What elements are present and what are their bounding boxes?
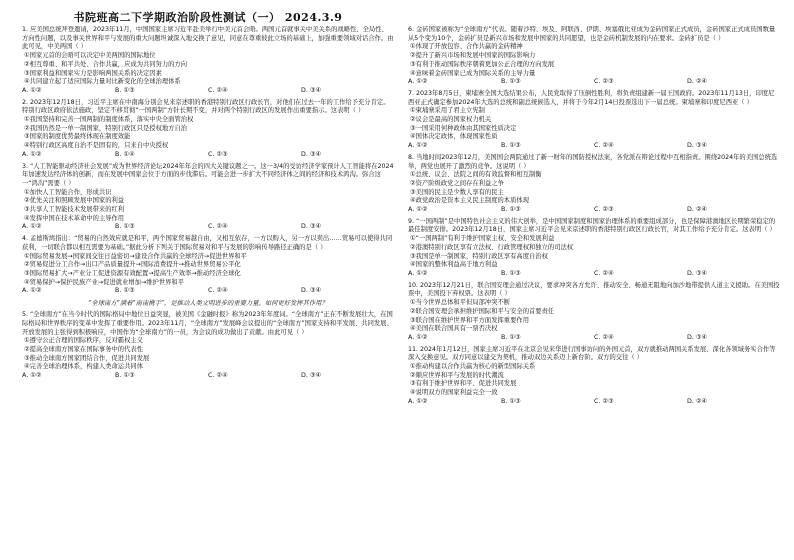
answer-choices bbox=[22, 372, 394, 381]
question-option: ②提高全球南方国家在国际事务中的代表性 bbox=[24, 345, 143, 353]
question-block bbox=[408, 90, 780, 151]
question-option: ①体现了开放包容、合作共赢的金砖精神 bbox=[410, 43, 523, 51]
question-option: ③推动全球南方国家团结合作，促进共同发展 bbox=[24, 354, 150, 362]
answer-choice: A. ①② bbox=[408, 142, 428, 150]
answer-choice: B. ①③ bbox=[115, 372, 135, 380]
answer-choice: D. ③④ bbox=[687, 142, 708, 150]
question-block bbox=[408, 154, 780, 215]
question-option: ②我国仍然是一单一制国家，特别行政区只是授权地方自治 bbox=[24, 124, 188, 132]
question-option: ①柬埔寨采用了君主立宪制 bbox=[410, 107, 485, 115]
answer-choice: D. ③④ bbox=[301, 150, 322, 158]
answer-choice: A. ①② bbox=[22, 372, 42, 380]
question-option: ③我国是单一制国家，特别行政区享有高度自治权 bbox=[410, 252, 548, 260]
answer-choice: D. ③④ bbox=[301, 287, 322, 295]
question-block bbox=[408, 218, 780, 279]
answer-choices bbox=[408, 206, 780, 215]
answer-choice: C. ②④ bbox=[208, 372, 228, 380]
question-option: ①总统、议会、法院之间的有效监督和相互制衡 bbox=[410, 171, 542, 179]
question-option: ②联合国安理会承担维护国际和平与安全的首要责任 bbox=[410, 307, 555, 315]
question-option: ②相互尊重、和平共处、合作共赢，应成为共同努力的方向 bbox=[24, 60, 188, 68]
question-option: ④国体决定政体，体现国家性质 bbox=[410, 133, 498, 141]
question-option: ①我国坚持和完善一国两制的制度体系，落实中央全面管治权 bbox=[24, 116, 194, 124]
answer-choice: D. ②④ bbox=[687, 397, 708, 405]
question-option: ④说明双方的国家利益完全一致 bbox=[410, 389, 498, 397]
section-quote: “全球南方”满着“南南携手”，是推动人类文明进步的重要力量。如何更好发挥其作用？ bbox=[88, 300, 328, 308]
answer-choice: D. ②④ bbox=[687, 78, 708, 86]
question-option: ④美国在联合国具有一票否决权 bbox=[410, 325, 498, 333]
question-option: ①遵守公正合理的国际秩序，反对霸权主义 bbox=[24, 337, 143, 345]
answer-choice: D. ③④ bbox=[301, 223, 322, 231]
question-option: ④特别行政区高度自治不是固有的，只来自中央授权 bbox=[24, 142, 169, 150]
answer-choice: B. ①③ bbox=[501, 269, 521, 277]
question-option: ②优先关注和照顾发展中国家的利益 bbox=[24, 197, 125, 205]
answer-choice: C. ②④ bbox=[208, 86, 228, 94]
answer-choice: A. ①② bbox=[408, 78, 428, 86]
question-stem: 2. 2023年12月18日，习近平主席在中南海分别会见来京述职的香港特别行政区行政长官，对他们在过去一年的工作给予充分肯定。特别行政区政府依法施政，坚定不移贯彻“一国两制”方针长期不变，并对两个特别行政区的发展作出重要指示。这表明（ ） bbox=[22, 98, 390, 115]
question-stem: 8. 当地时间2023年12月，美国国会两院通过了新一财年的国防授权法案，各党派在辩论过程中互相指责。围绕2024年的美国总统选举，两党也展开了激烈的竞争。这说明（ ） bbox=[408, 153, 778, 170]
question-option: ②提升了新兴市场和发展中国家的国际影响力 bbox=[410, 52, 536, 60]
answer-choices bbox=[408, 398, 780, 407]
question-block bbox=[22, 299, 394, 381]
question-block bbox=[408, 346, 780, 407]
question-stem: 4. 孟德斯鸠指出：“贸易的自然效应就是和平，两个国家贸易越自由，又相互依存，一方以购入，另一方以卖出……贸易可以使得共同获利，一切联合都以相互需要为基础。”据此分析下列关于国际贸易对和平与发展的影响传导路径正确的是（ ） bbox=[22, 235, 393, 251]
question-option: ②港澳特别行政区享有立法权、行政管理权和独立的司法权 bbox=[410, 243, 574, 251]
question-option: ②顺应世界和平与发展的时代潮流 bbox=[410, 371, 504, 379]
question-stem: 1. 应美国总统拜登邀请，2023年11月，中国国家主席习近平赴美举行中美元首会晤。两国元首就事关中美关系的战略性、全局性、方向性问题，以及事关世界和平与发展的重大问题坦诚深入地交换了意见，同意在尊重彼此立场的基础上，加强重要领域对话合作。由此可见，中美两国（ ） bbox=[22, 26, 394, 51]
answer-choice: C. ②④ bbox=[594, 333, 614, 341]
answer-choice: C. ②④ bbox=[208, 223, 228, 231]
answer-choice: C. ②③ bbox=[594, 397, 614, 405]
question-option: ④意味着金砖国家已成为国际关系的主导力量 bbox=[410, 69, 536, 77]
question-block bbox=[22, 235, 394, 296]
exam-title: 书院班高二下学期政治阶段性测试（一） 2024.3.9 bbox=[73, 11, 343, 24]
question-option: ①推动构建以合作共赢为核心的新型国际关系 bbox=[410, 363, 536, 371]
question-stem: 11. 2024年1月12日，国家主席习近平在北京会见来华进行国事访问的外国元首，双方就推动两国关系发展、深化各领域务实合作等深入交换意见。双方同意以建交为契机，推动双边关系迈上新台阶。双方的交往（ ） bbox=[408, 345, 776, 362]
left-column bbox=[22, 26, 394, 554]
question-option: ①国际贸易发展→国家间交往日益密切→建设合作共赢的全球经济→促进世界和平 bbox=[24, 252, 247, 260]
answer-choice: D. ②④ bbox=[687, 206, 708, 214]
question-option: ③国际贸易扩大→产业分工促进资源有效配置→提高生产效率→推动经济全球化 bbox=[24, 269, 241, 277]
answer-choice: B. ①③ bbox=[501, 206, 521, 214]
question-option: ①加快人工智能合作，形成共识 bbox=[24, 188, 112, 196]
answer-choice: C. ②③ bbox=[208, 150, 228, 158]
answer-choice: B. ①③ bbox=[501, 142, 521, 150]
question-option: ④国家的整体利益高于地方利益 bbox=[410, 261, 498, 269]
answer-choice: C. ②③ bbox=[594, 206, 614, 214]
answer-choice: A. ①② bbox=[22, 150, 42, 158]
answer-choice: B. ①③ bbox=[501, 333, 521, 341]
answer-choices bbox=[408, 334, 780, 343]
answer-choices bbox=[22, 287, 394, 296]
question-stem: 3. “人工智能驱动经济社会发展”成为世界经济论坛2024年年会的四大关键议题之一。这一3/4的受访经济学家预计人工智能将在2024年加速发达经济体的创新，而在发展中国家会位于方面的步伐滞后。可能会进一步扩大不同经济体之间的经济和技术鸿沟。弥合这一“鸿沟”需要（ ） bbox=[22, 162, 394, 187]
question-option: ③美国的民主是少数人享有的民主 bbox=[410, 188, 504, 196]
question-stem: 10. 2023年12月21日，联合国安理会通过决议，要求冲突各方允许、推动安全、畅通无阻地向加沙地带提供人道主义援助。在美国投票中，美国投下弃权票。这表明（ ） bbox=[408, 281, 780, 298]
question-stem: 5. “全球南方”在当今时代的国际格局中地位日益突显，被美国《金融时报》称为2023年年度词。“全球南方”正在不断发展壮大，在国际格局和世界秩序的变革中发挥了重要作用。2023年11月，“全球南方”发展峰会议提出的“全球南方”国家支持和平发展、共同发展、开放发展的主张得到积极响应，中国作为“全球南方”的一员，为会议的成功做出了贡献。由此可见（ ） bbox=[22, 311, 393, 336]
question-option: ③联合国在维护世界和平方面发挥重要作用 bbox=[410, 316, 529, 324]
question-stem: 6. 金砖国家被称为“全球南方”代表。随着沙特、埃及、阿联酋、伊朗、埃塞俄比亚成为金砖国家正式成员，金砖国家正式成员国数量从5个变为10个，金砖扩员是新兴市场和发展中国家的共同愿望，也是金砖机制发展的内在要求。金砖扩员是（ ） bbox=[408, 26, 776, 42]
answer-choices bbox=[22, 87, 394, 96]
question-option: ③国家的制度优势最终体现在制度效能 bbox=[24, 133, 131, 141]
question-option: ②资产阶级政党之间存在利益之争 bbox=[410, 179, 504, 187]
answer-choices bbox=[408, 270, 780, 279]
answer-choice: A. ①② bbox=[408, 269, 428, 277]
answer-choice: C. ②④ bbox=[594, 142, 614, 150]
answer-choice: B. ①③ bbox=[115, 223, 135, 231]
answer-choice: B. ①③ bbox=[501, 78, 521, 86]
answer-choice: B. ①③ bbox=[501, 397, 521, 405]
question-option: ④贸易保护→保护民族产业→促进就业增加→维护世界和平 bbox=[24, 278, 185, 286]
answer-choices bbox=[22, 223, 394, 232]
question-option: ③国家利益和国家实力是影响两国关系的决定因素 bbox=[24, 69, 162, 77]
answer-choice: A. ①② bbox=[22, 86, 42, 94]
question-block bbox=[22, 99, 394, 160]
answer-choice: B. ①④ bbox=[115, 150, 135, 158]
question-option: ③共享人工智能技术发展带来的红利 bbox=[24, 206, 125, 214]
question-option: ②贸易促进分工合作→出口产品质量提升→国际消费提升→推动世界贸易公平化 bbox=[24, 261, 241, 269]
question-block bbox=[408, 282, 780, 343]
answer-choices bbox=[22, 151, 394, 160]
answer-choice: D. ③④ bbox=[301, 372, 322, 380]
answer-choice: C. ②③ bbox=[594, 78, 614, 86]
answer-choice: D. ③④ bbox=[687, 269, 708, 277]
question-stem: 7. 2023年8月5日，柬埔寨全国大选结果公布，人民党取得了压倒性胜利，将负责组建新一届王国政府。2023年11月13日，印度尼西亚正式确定参加2024年大选的总统和副总统候选人，并将于今年2月14日投票选出下一届总统。柬埔寨和印度尼西亚（ ） bbox=[408, 89, 775, 106]
question-option: ③有利于维护世界和平、促进共同发展 bbox=[410, 380, 517, 388]
question-option: ③一国采用何种政体由其国家性质决定 bbox=[410, 124, 517, 132]
answer-choice: D. ③④ bbox=[687, 333, 708, 341]
question-option: ①国家元首的会晤可以决定中美两国的国际地位 bbox=[24, 52, 156, 60]
answer-choice: A. ①② bbox=[408, 206, 428, 214]
question-option: ③有利于推动国际秩序朝着更加公正合理的方向发展 bbox=[410, 60, 555, 68]
question-option: ④共同建立起了适应国际力量对比新变化的全球治理体系 bbox=[24, 78, 181, 86]
answer-choice: D. ③④ bbox=[301, 86, 322, 94]
answer-choice: A. ①② bbox=[408, 333, 428, 341]
question-stem: 9. “一国两制”是中国特色社会主义的伟大创举，是中国国家制度和国家治理体系的重要组成部分，也是保障港澳地区长期繁荣稳定的最佳制度安排。2023年12月18日，国家主席习近平会见来京述职的香港特别行政区行政长官，对其工作给予充分肯定。这表明（ ） bbox=[408, 217, 776, 234]
question-block bbox=[22, 26, 394, 96]
question-option: ①“一国两制”有利于维护国家主权、安全和发展利益 bbox=[410, 235, 555, 243]
question-option: ④政党政治是资本主义民主制度的本质体现 bbox=[410, 197, 529, 205]
answer-choice: C. ②④ bbox=[594, 269, 614, 277]
answer-choices bbox=[408, 78, 780, 87]
question-option: ④发挥中国在技术革命中的主导作用 bbox=[24, 214, 125, 222]
question-block bbox=[408, 26, 780, 87]
question-option: ②议会是最高的国家权力机关 bbox=[410, 116, 492, 124]
answer-choice: A. ①② bbox=[408, 397, 428, 405]
right-column bbox=[408, 26, 780, 554]
question-option: ④完善全球治理体系，构建人类命运共同体 bbox=[24, 363, 143, 371]
answer-choice: B. ①③ bbox=[115, 86, 135, 94]
answer-choice: C. ②④ bbox=[208, 287, 228, 295]
answer-choice: A. ①② bbox=[22, 287, 42, 295]
question-block bbox=[22, 163, 394, 233]
question-option: ①当今世界总体和平但局部冲突不断 bbox=[410, 299, 511, 307]
answer-choice: A. ①② bbox=[22, 223, 42, 231]
answer-choices bbox=[408, 142, 780, 151]
answer-choice: B. ①③ bbox=[115, 287, 135, 295]
